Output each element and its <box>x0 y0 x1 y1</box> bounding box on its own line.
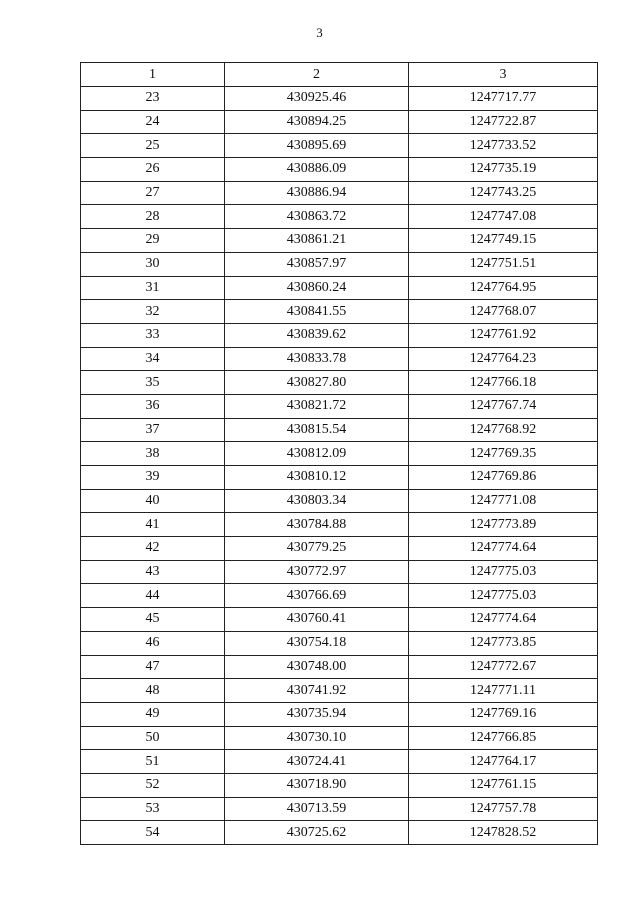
table-cell-col-1: 30 <box>81 252 225 276</box>
table-cell-col-2: 430839.62 <box>225 323 409 347</box>
table-cell-col-2: 430713.59 <box>225 797 409 821</box>
table-row <box>81 726 598 750</box>
table-row <box>81 323 598 347</box>
table-cell-col-2: 430827.80 <box>225 371 409 395</box>
table-cell-col-2: 430760.41 <box>225 608 409 632</box>
table-cell-col-1: 40 <box>81 489 225 513</box>
table-row <box>81 158 598 182</box>
column-header-1: 1 <box>81 63 225 87</box>
table-row <box>81 773 598 797</box>
table-cell-col-2: 430857.97 <box>225 252 409 276</box>
header-row <box>81 63 598 87</box>
table-cell-col-1: 26 <box>81 158 225 182</box>
table-cell-col-3: 1247743.25 <box>409 181 598 205</box>
table-cell-col-2: 430821.72 <box>225 394 409 418</box>
table-cell-col-3: 1247747.08 <box>409 205 598 229</box>
table-row <box>81 181 598 205</box>
table-cell-col-1: 29 <box>81 229 225 253</box>
table-row <box>81 134 598 158</box>
table-cell-col-1: 47 <box>81 655 225 679</box>
table-cell-col-1: 49 <box>81 702 225 726</box>
table-row <box>81 797 598 821</box>
table-cell-col-3: 1247733.52 <box>409 134 598 158</box>
table-row <box>81 347 598 371</box>
table-row <box>81 442 598 466</box>
table-cell-col-2: 430810.12 <box>225 466 409 490</box>
table-row <box>81 702 598 726</box>
table-cell-col-2: 430815.54 <box>225 418 409 442</box>
table-cell-col-2: 430735.94 <box>225 702 409 726</box>
table-row <box>81 750 598 774</box>
table-cell-col-2: 430725.62 <box>225 821 409 845</box>
table-cell-col-2: 430772.97 <box>225 560 409 584</box>
table-row <box>81 394 598 418</box>
table-row <box>81 821 598 845</box>
table-cell-col-1: 44 <box>81 584 225 608</box>
table-cell-col-3: 1247769.86 <box>409 466 598 490</box>
table-row <box>81 466 598 490</box>
table-cell-col-1: 54 <box>81 821 225 845</box>
table-cell-col-2: 430784.88 <box>225 513 409 537</box>
table-cell-col-1: 37 <box>81 418 225 442</box>
table-cell-col-2: 430886.94 <box>225 181 409 205</box>
table-cell-col-2: 430861.21 <box>225 229 409 253</box>
table-cell-col-2: 430894.25 <box>225 110 409 134</box>
table-cell-col-3: 1247768.07 <box>409 300 598 324</box>
table-cell-col-2: 430841.55 <box>225 300 409 324</box>
table-cell-col-2: 430766.69 <box>225 584 409 608</box>
table-cell-col-2: 430833.78 <box>225 347 409 371</box>
table-cell-col-2: 430863.72 <box>225 205 409 229</box>
table-row <box>81 537 598 561</box>
column-header-3: 3 <box>409 63 598 87</box>
table-row <box>81 300 598 324</box>
table-row <box>81 608 598 632</box>
table-cell-col-2: 430724.41 <box>225 750 409 774</box>
table-cell-col-2: 430748.00 <box>225 655 409 679</box>
table-row <box>81 631 598 655</box>
table-cell-col-3: 1247717.77 <box>409 87 598 111</box>
coordinates-table <box>80 62 598 845</box>
table-cell-col-1: 46 <box>81 631 225 655</box>
table-cell-col-1: 25 <box>81 134 225 158</box>
table-row <box>81 513 598 537</box>
table-cell-col-3: 1247764.17 <box>409 750 598 774</box>
table-cell-col-3: 1247769.16 <box>409 702 598 726</box>
table-cell-col-3: 1247764.95 <box>409 276 598 300</box>
table-cell-col-3: 1247735.19 <box>409 158 598 182</box>
table-cell-col-3: 1247828.52 <box>409 821 598 845</box>
table-cell-col-2: 430779.25 <box>225 537 409 561</box>
table-row <box>81 560 598 584</box>
table-cell-col-1: 50 <box>81 726 225 750</box>
table-row <box>81 584 598 608</box>
table-cell-col-3: 1247775.03 <box>409 560 598 584</box>
table-cell-col-3: 1247769.35 <box>409 442 598 466</box>
table-cell-col-1: 34 <box>81 347 225 371</box>
table-cell-col-3: 1247771.11 <box>409 679 598 703</box>
table-cell-col-1: 27 <box>81 181 225 205</box>
table-body <box>81 87 598 845</box>
table-cell-col-1: 33 <box>81 323 225 347</box>
table-cell-col-3: 1247774.64 <box>409 608 598 632</box>
table-cell-col-3: 1247774.64 <box>409 537 598 561</box>
table-cell-col-2: 430754.18 <box>225 631 409 655</box>
table-cell-col-1: 53 <box>81 797 225 821</box>
table-cell-col-3: 1247773.85 <box>409 631 598 655</box>
table-cell-col-1: 28 <box>81 205 225 229</box>
table-cell-col-1: 36 <box>81 394 225 418</box>
table-cell-col-3: 1247757.78 <box>409 797 598 821</box>
table-row <box>81 489 598 513</box>
table-cell-col-3: 1247766.18 <box>409 371 598 395</box>
table-cell-col-3: 1247749.15 <box>409 229 598 253</box>
table-cell-col-1: 52 <box>81 773 225 797</box>
table-row <box>81 655 598 679</box>
table-cell-col-3: 1247772.67 <box>409 655 598 679</box>
table-cell-col-1: 31 <box>81 276 225 300</box>
table-cell-col-1: 42 <box>81 537 225 561</box>
table-row <box>81 276 598 300</box>
table-cell-col-2: 430895.69 <box>225 134 409 158</box>
table-cell-col-1: 45 <box>81 608 225 632</box>
table-cell-col-1: 32 <box>81 300 225 324</box>
table-cell-col-1: 41 <box>81 513 225 537</box>
table-cell-col-2: 430860.24 <box>225 276 409 300</box>
table-cell-col-3: 1247775.03 <box>409 584 598 608</box>
table-cell-col-3: 1247773.89 <box>409 513 598 537</box>
table-cell-col-1: 51 <box>81 750 225 774</box>
column-header-2: 2 <box>225 63 409 87</box>
table-cell-col-3: 1247766.85 <box>409 726 598 750</box>
table-cell-col-1: 38 <box>81 442 225 466</box>
table-cell-col-2: 430925.46 <box>225 87 409 111</box>
table-cell-col-2: 430718.90 <box>225 773 409 797</box>
page-number: 3 <box>316 25 323 40</box>
table-cell-col-1: 35 <box>81 371 225 395</box>
table-cell-col-3: 1247768.92 <box>409 418 598 442</box>
table-cell-col-1: 39 <box>81 466 225 490</box>
table-cell-col-3: 1247771.08 <box>409 489 598 513</box>
table-header <box>81 63 598 87</box>
table-row <box>81 418 598 442</box>
table-cell-col-3: 1247761.15 <box>409 773 598 797</box>
table-cell-col-3: 1247751.51 <box>409 252 598 276</box>
table-cell-col-3: 1247764.23 <box>409 347 598 371</box>
table-cell-col-1: 43 <box>81 560 225 584</box>
table-cell-col-1: 24 <box>81 110 225 134</box>
table-row <box>81 371 598 395</box>
table-row <box>81 205 598 229</box>
table-cell-col-3: 1247761.92 <box>409 323 598 347</box>
table-cell-col-3: 1247722.87 <box>409 110 598 134</box>
table-row <box>81 87 598 111</box>
table-cell-col-2: 430803.34 <box>225 489 409 513</box>
table-cell-col-2: 430886.09 <box>225 158 409 182</box>
table-cell-col-1: 23 <box>81 87 225 111</box>
table-row <box>81 679 598 703</box>
table-row <box>81 229 598 253</box>
table-cell-col-1: 48 <box>81 679 225 703</box>
table-cell-col-2: 430741.92 <box>225 679 409 703</box>
table-row <box>81 252 598 276</box>
table-cell-col-2: 430730.10 <box>225 726 409 750</box>
table-row <box>81 110 598 134</box>
table-cell-col-2: 430812.09 <box>225 442 409 466</box>
table-cell-col-3: 1247767.74 <box>409 394 598 418</box>
